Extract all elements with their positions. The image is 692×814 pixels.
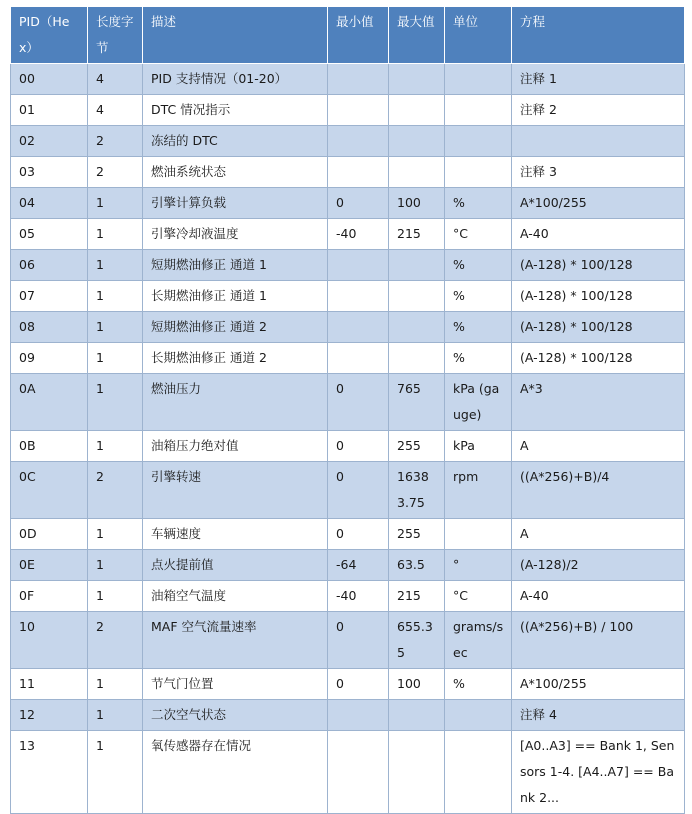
cell-pid: 0B <box>11 431 88 462</box>
cell-pid: 0A <box>11 374 88 431</box>
cell-length: 4 <box>88 95 143 126</box>
table-row <box>11 550 685 581</box>
cell-equation: (A-128) * 100/128 <box>512 312 685 343</box>
cell-equation: (A-128) * 100/128 <box>512 343 685 374</box>
cell-length: 1 <box>88 281 143 312</box>
cell-equation: 注释 1 <box>512 64 685 95</box>
cell-description: MAF 空气流量速率 <box>143 612 328 669</box>
cell-equation: A*100/255 <box>512 188 685 219</box>
header-description: 描述 <box>143 7 328 64</box>
cell-max: 255 <box>389 519 445 550</box>
table-row <box>11 374 685 431</box>
cell-description: 燃油系统状态 <box>143 157 328 188</box>
cell-unit: % <box>445 343 512 374</box>
cell-pid: 0E <box>11 550 88 581</box>
table-row <box>11 281 685 312</box>
table-row <box>11 157 685 188</box>
table-row <box>11 612 685 669</box>
cell-unit <box>445 157 512 188</box>
header-max: 最大值 <box>389 7 445 64</box>
table-row <box>11 188 685 219</box>
cell-min <box>328 731 389 814</box>
cell-description: 短期燃油修正 通道 2 <box>143 312 328 343</box>
cell-pid: 00 <box>11 64 88 95</box>
table-row <box>11 700 685 731</box>
cell-pid: 04 <box>11 188 88 219</box>
table-row <box>11 219 685 250</box>
cell-unit: % <box>445 188 512 219</box>
cell-pid: 11 <box>11 669 88 700</box>
cell-min: 0 <box>328 431 389 462</box>
cell-length: 1 <box>88 700 143 731</box>
cell-max: 255 <box>389 431 445 462</box>
cell-unit <box>445 64 512 95</box>
cell-unit: ° <box>445 550 512 581</box>
cell-length: 2 <box>88 612 143 669</box>
cell-description: 节气门位置 <box>143 669 328 700</box>
cell-min <box>328 250 389 281</box>
cell-min: 0 <box>328 612 389 669</box>
cell-pid: 02 <box>11 126 88 157</box>
cell-description: 油箱空气温度 <box>143 581 328 612</box>
cell-max: 16383.75 <box>389 462 445 519</box>
cell-unit: % <box>445 669 512 700</box>
cell-description: 油箱压力绝对值 <box>143 431 328 462</box>
cell-min <box>328 700 389 731</box>
cell-pid: 10 <box>11 612 88 669</box>
cell-length: 1 <box>88 250 143 281</box>
cell-description: 冻结的 DTC <box>143 126 328 157</box>
header-unit: 单位 <box>445 7 512 64</box>
cell-unit: kPa (gauge) <box>445 374 512 431</box>
cell-equation: ((A*256)+B)/4 <box>512 462 685 519</box>
cell-pid: 13 <box>11 731 88 814</box>
cell-min: 0 <box>328 519 389 550</box>
cell-length: 2 <box>88 157 143 188</box>
cell-length: 1 <box>88 188 143 219</box>
cell-min: 0 <box>328 669 389 700</box>
cell-pid: 0D <box>11 519 88 550</box>
table-row <box>11 462 685 519</box>
cell-unit: °C <box>445 219 512 250</box>
table-row <box>11 250 685 281</box>
pid-table <box>10 6 685 814</box>
cell-max <box>389 312 445 343</box>
cell-unit: % <box>445 250 512 281</box>
cell-min: -40 <box>328 581 389 612</box>
cell-unit: rpm <box>445 462 512 519</box>
cell-pid: 0F <box>11 581 88 612</box>
cell-unit: % <box>445 281 512 312</box>
cell-length: 1 <box>88 731 143 814</box>
cell-description: 长期燃油修正 通道 1 <box>143 281 328 312</box>
cell-equation: A*100/255 <box>512 669 685 700</box>
cell-pid: 12 <box>11 700 88 731</box>
cell-pid: 08 <box>11 312 88 343</box>
cell-unit: % <box>445 312 512 343</box>
cell-max: 655.35 <box>389 612 445 669</box>
cell-min <box>328 126 389 157</box>
cell-pid: 01 <box>11 95 88 126</box>
header-row <box>11 7 685 64</box>
cell-equation: A*3 <box>512 374 685 431</box>
cell-equation: 注释 4 <box>512 700 685 731</box>
cell-min <box>328 64 389 95</box>
table-row <box>11 312 685 343</box>
cell-description: 短期燃油修正 通道 1 <box>143 250 328 281</box>
cell-equation: A-40 <box>512 219 685 250</box>
cell-description: 长期燃油修正 通道 2 <box>143 343 328 374</box>
cell-min <box>328 343 389 374</box>
cell-equation: 注释 2 <box>512 95 685 126</box>
cell-min <box>328 157 389 188</box>
cell-length: 2 <box>88 126 143 157</box>
cell-description: 二次空气状态 <box>143 700 328 731</box>
header-equation: 方程 <box>512 7 685 64</box>
cell-description: 引擎冷却液温度 <box>143 219 328 250</box>
cell-max <box>389 700 445 731</box>
cell-max <box>389 95 445 126</box>
cell-equation: [A0..A3] == Bank 1, Sensors 1-4. [A4..A7] == Bank 2... <box>512 731 685 814</box>
cell-length: 1 <box>88 374 143 431</box>
cell-unit <box>445 519 512 550</box>
cell-equation: A-40 <box>512 581 685 612</box>
cell-max: 100 <box>389 188 445 219</box>
cell-equation: (A-128) * 100/128 <box>512 281 685 312</box>
cell-min: -64 <box>328 550 389 581</box>
cell-equation: A <box>512 519 685 550</box>
table-row <box>11 95 685 126</box>
cell-description: 车辆速度 <box>143 519 328 550</box>
cell-pid: 07 <box>11 281 88 312</box>
cell-pid: 09 <box>11 343 88 374</box>
cell-min: 0 <box>328 374 389 431</box>
cell-length: 1 <box>88 550 143 581</box>
cell-max: 765 <box>389 374 445 431</box>
table-row <box>11 343 685 374</box>
cell-max: 215 <box>389 581 445 612</box>
cell-max <box>389 281 445 312</box>
cell-unit: °C <box>445 581 512 612</box>
cell-equation <box>512 126 685 157</box>
header-length: 长度字节 <box>88 7 143 64</box>
cell-length: 1 <box>88 581 143 612</box>
cell-description: PID 支持情况（01-20） <box>143 64 328 95</box>
cell-length: 4 <box>88 64 143 95</box>
cell-description: 燃油压力 <box>143 374 328 431</box>
cell-max <box>389 157 445 188</box>
cell-length: 2 <box>88 462 143 519</box>
cell-length: 1 <box>88 431 143 462</box>
cell-min: 0 <box>328 188 389 219</box>
cell-description: 引擎转速 <box>143 462 328 519</box>
cell-max <box>389 126 445 157</box>
table-row <box>11 519 685 550</box>
cell-unit: grams/sec <box>445 612 512 669</box>
cell-unit <box>445 95 512 126</box>
cell-min <box>328 281 389 312</box>
cell-min <box>328 312 389 343</box>
cell-length: 1 <box>88 312 143 343</box>
cell-max: 63.5 <box>389 550 445 581</box>
table-row <box>11 731 685 814</box>
cell-max <box>389 731 445 814</box>
cell-length: 1 <box>88 343 143 374</box>
cell-min <box>328 95 389 126</box>
cell-equation: 注释 3 <box>512 157 685 188</box>
cell-description: DTC 情况指示 <box>143 95 328 126</box>
cell-pid: 05 <box>11 219 88 250</box>
table-row <box>11 64 685 95</box>
table-row <box>11 581 685 612</box>
cell-min: 0 <box>328 462 389 519</box>
cell-pid: 03 <box>11 157 88 188</box>
cell-pid: 0C <box>11 462 88 519</box>
cell-max: 100 <box>389 669 445 700</box>
cell-length: 1 <box>88 669 143 700</box>
cell-unit <box>445 126 512 157</box>
cell-length: 1 <box>88 219 143 250</box>
table-row <box>11 431 685 462</box>
cell-equation: A <box>512 431 685 462</box>
cell-max <box>389 250 445 281</box>
cell-equation: (A-128)/2 <box>512 550 685 581</box>
cell-description: 点火提前值 <box>143 550 328 581</box>
cell-pid: 06 <box>11 250 88 281</box>
cell-max <box>389 343 445 374</box>
cell-min: -40 <box>328 219 389 250</box>
cell-equation: (A-128) * 100/128 <box>512 250 685 281</box>
cell-max <box>389 64 445 95</box>
header-pid: PID（Hex） <box>11 7 88 64</box>
cell-unit <box>445 731 512 814</box>
cell-length: 1 <box>88 519 143 550</box>
cell-description: 氧传感器存在情况 <box>143 731 328 814</box>
cell-max: 215 <box>389 219 445 250</box>
cell-unit <box>445 700 512 731</box>
cell-unit: kPa <box>445 431 512 462</box>
cell-description: 引擎计算负载 <box>143 188 328 219</box>
table-row <box>11 126 685 157</box>
cell-equation: ((A*256)+B) / 100 <box>512 612 685 669</box>
table-row <box>11 669 685 700</box>
header-min: 最小值 <box>328 7 389 64</box>
